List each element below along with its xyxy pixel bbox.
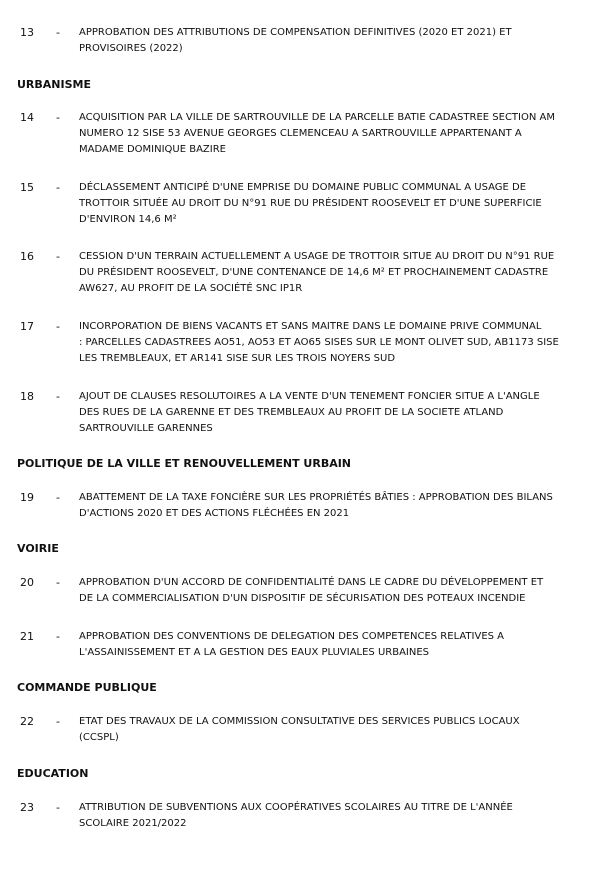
item-dash: - xyxy=(56,250,60,263)
item-text: APPROBATION DES CONVENTIONS DE DELEGATION DES COMPETENCES RELATIVES A L'ASSAINISSEMENT ET A LA GESTION DES EAUX PLUVIALES URBAINES xyxy=(79,631,505,658)
section-heading-voirie: VOIRIE xyxy=(17,542,59,555)
section-heading-education: EDUCATION xyxy=(17,767,89,780)
item-number: 20 xyxy=(20,576,34,589)
item-text: ETAT DES TRAVAUX DE LA COMMISSION CONSULTATIVE DES SERVICES PUBLICS LOCAUX (CCSPL) xyxy=(79,716,520,743)
item-number: 14 xyxy=(20,111,34,124)
item-number: 16 xyxy=(20,250,34,263)
item-dash: - xyxy=(56,390,60,403)
item-text: CESSION D'UN TERRAIN ACTUELLEMENT A USAGE DE TROTTOIR SITUE AU DROIT DU N°91 RUE DU PRÉSIDENT ROOSEVELT, D'UNE CONTENANCE DE 14,6 M² ET PROCHAINEMENT CADASTRE AW627, AU PROFIT DE LA SOCIÉTÉ SNC IP1R xyxy=(79,251,555,294)
item-number: 13 xyxy=(20,26,34,39)
item-number: 19 xyxy=(20,491,34,504)
item-text: DÉCLASSEMENT ANTICIPÉ D'UNE EMPRISE DU DOMAINE PUBLIC COMMUNAL A USAGE DE TROTTOIR SITUÉE AU DROIT DU N°91 RUE DU PRÉSIDENT ROOSEVELT ET D'UNE SUPERFICIE D'ENVIRON 14,6 M² xyxy=(79,182,542,225)
item-text: ATTRIBUTION DE SUBVENTIONS AUX COOPÉRATIVES SCOLAIRES AU TITRE DE L'ANNÉE SCOLAIRE 2021/2022 xyxy=(79,802,513,829)
item-number: 17 xyxy=(20,320,34,333)
section-heading-urbanisme: URBANISME xyxy=(17,78,91,91)
item-dash: - xyxy=(56,491,60,504)
item-dash: - xyxy=(56,26,60,39)
item-number: 15 xyxy=(20,181,34,194)
item-dash: - xyxy=(56,630,60,643)
item-number: 18 xyxy=(20,390,34,403)
item-text: ACQUISITION PAR LA VILLE DE SARTROUVILLE DE LA PARCELLE BATIE CADASTREE SECTION AM NUMERO 12 SISE 53 AVENUE GEORGES CLEMENCEAU A SARTROUVILLE APPARTENANT A MADAME DOMINIQUE BAZIRE xyxy=(79,112,555,155)
item-number: 21 xyxy=(20,630,34,643)
item-dash: - xyxy=(56,320,60,333)
item-text: APPROBATION D'UN ACCORD DE CONFIDENTIALITÉ DANS LE CADRE DU DÉVELOPPEMENT ET DE LA COMMERCIALISATION D'UN DISPOSITIF DE SÉCURISATION DES POTEAUX INCENDIE xyxy=(79,577,544,604)
item-text: APPROBATION DES ATTRIBUTIONS DE COMPENSATION DEFINITIVES (2020 ET 2021) ET PROVISOIRES (2022) xyxy=(79,27,512,54)
section-heading-politique-ville: POLITIQUE DE LA VILLE ET RENOUVELLEMENT URBAIN xyxy=(17,457,352,470)
item-dash: - xyxy=(56,111,60,124)
item-text: INCORPORATION DE BIENS VACANTS ET SANS MAITRE DANS LE DOMAINE PRIVE COMMUNAL : PARCELLES CADASTREES AO51, AO53 ET AO65 SISES SUR LE MONT OLIVET SUD, AB1173 SISE LES TREMBLEAUX, ET AR141 SISE SUR LES TROIS NOYERS SUD xyxy=(79,321,559,364)
item-dash: - xyxy=(56,801,60,814)
item-number: 23 xyxy=(20,801,34,814)
item-text: AJOUT DE CLAUSES RESOLUTOIRES A LA VENTE D'UN TENEMENT FONCIER SITUE A L'ANGLE DES RUES DE LA GARENNE ET DES TREMBLEAUX AU PROFIT DE LA SOCIETE ATLAND SARTROUVILLE GARENNES xyxy=(79,391,540,434)
section-heading-commande-publique: COMMANDE PUBLIQUE xyxy=(17,681,157,694)
item-dash: - xyxy=(56,576,60,589)
item-text: ABATTEMENT DE LA TAXE FONCIÈRE SUR LES PROPRIÉTÉS BÂTIES : APPROBATION DES BILANS D'ACTIONS 2020 ET DES ACTIONS FLÉCHÉES EN 2021 xyxy=(79,492,553,519)
item-dash: - xyxy=(56,181,60,194)
item-dash: - xyxy=(56,715,60,728)
item-number: 22 xyxy=(20,715,34,728)
